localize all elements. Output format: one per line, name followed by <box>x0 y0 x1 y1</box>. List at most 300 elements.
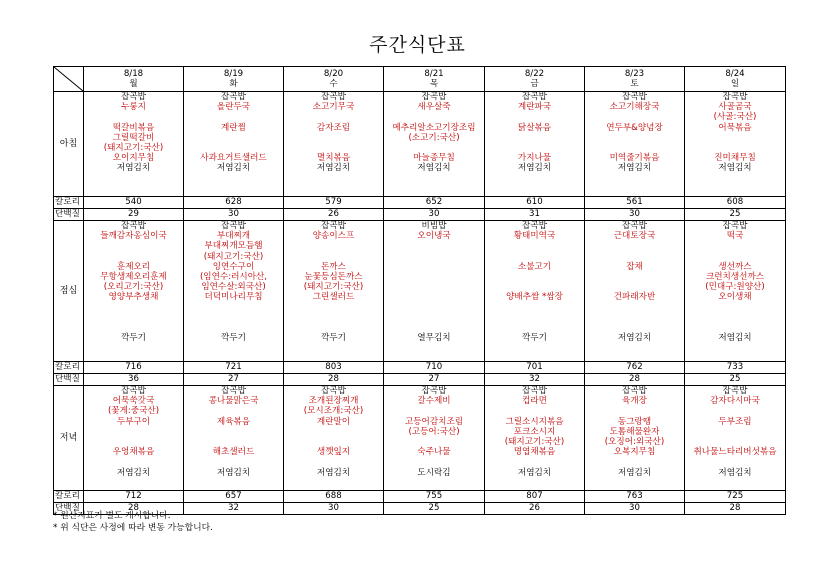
protein-value: 27 <box>384 374 485 386</box>
protein-value: 25 <box>384 503 485 515</box>
menu-item: 잡곡밥 <box>722 386 748 396</box>
menu-item: 저염김치 <box>216 163 251 174</box>
menu-item: 잡곡밥 <box>121 92 146 102</box>
menu-item <box>485 303 584 313</box>
menu-item: 저염김치 <box>718 333 752 344</box>
meal-label: 아침 <box>54 92 84 197</box>
menu-item: 들깨감자옹심이국 <box>100 231 167 242</box>
calories-value: 610 <box>485 197 585 209</box>
meal-label: 저녁 <box>54 386 84 491</box>
menu-item <box>284 143 383 153</box>
menu-cell <box>585 221 685 362</box>
menu-cell <box>685 221 786 362</box>
menu-cell <box>485 386 585 491</box>
menu-item: 저염김치 <box>718 163 752 174</box>
menu-item: (모시조개:국산) <box>303 406 364 417</box>
menu-item: 감자다시마국 <box>710 396 760 407</box>
calories-value: 721 <box>184 362 284 374</box>
menu-item <box>84 437 183 447</box>
menu-item <box>485 272 584 282</box>
menu-item: 잡곡밥 <box>622 221 647 231</box>
menu-cell <box>685 92 786 197</box>
menu-cell <box>585 386 685 491</box>
protein-value: 26 <box>284 209 384 221</box>
menu-item: (임연수:러시아산, <box>199 271 268 282</box>
menu-cell <box>585 92 685 197</box>
menu-item <box>485 252 584 262</box>
day-header <box>384 67 485 92</box>
protein-value: 31 <box>485 209 585 221</box>
menu-item: (돼지고기:국산) <box>103 142 164 153</box>
menu-item: 계란찜 <box>221 122 246 133</box>
menu-item: 열무김치 <box>417 333 451 344</box>
menu-item <box>84 313 183 323</box>
menu-item <box>284 133 383 143</box>
menu-item <box>184 457 283 467</box>
menu-item: (돼지고기:국산) <box>303 282 364 293</box>
menu-cell <box>184 92 284 197</box>
menu-item: 고등어감치조림 <box>404 416 464 427</box>
menu-item: 생선까스 <box>718 261 752 272</box>
menu-item: 메추리알소고기장조림 <box>392 122 476 133</box>
menu-item: 무항생제오리훈제 <box>100 271 167 282</box>
protein-label: 단백질 <box>54 374 84 386</box>
menu-item: 저염김치 <box>316 163 351 174</box>
menu-item: 훈제오리 <box>116 261 151 272</box>
menu-item: (민대구:원양산) <box>705 282 765 293</box>
menu-item: 두부조림 <box>718 416 752 427</box>
menu-item: 오이지무침 <box>112 153 155 164</box>
protein-value: 27 <box>184 374 284 386</box>
menu-item: 잡곡밥 <box>722 221 748 231</box>
menu-item: 저염김치 <box>617 163 652 174</box>
menu-item: 어묵볶음 <box>718 122 752 133</box>
calories-label: 칼로리 <box>54 197 84 209</box>
menu-item: 잡곡밥 <box>622 92 647 102</box>
calories-value: 561 <box>585 197 685 209</box>
menu-item: 부대찌개모듬햄 <box>204 241 263 252</box>
protein-value: 29 <box>84 209 184 221</box>
menu-item: 진미채무침 <box>714 153 756 164</box>
protein-value: 32 <box>184 503 284 515</box>
menu-item: 생깻잎지 <box>316 447 351 458</box>
protein-value: 36 <box>84 374 184 386</box>
menu-item: 양송이스프 <box>312 231 355 242</box>
menu-item: 저염김치 <box>517 467 552 478</box>
menu-cell <box>384 386 485 491</box>
day-of-week: 일 <box>730 79 740 89</box>
calories-value: 540 <box>84 197 184 209</box>
menu-item: 저염김치 <box>617 333 652 344</box>
breakfast-calories-row <box>54 197 786 209</box>
menu-item: 누룽지 <box>121 102 146 113</box>
menu-item: 잡채 <box>626 261 643 272</box>
menu-item <box>585 282 684 292</box>
menu-item <box>384 457 484 467</box>
menu-item <box>485 406 584 416</box>
menu-item <box>184 112 283 122</box>
menu-item: 양배추쌈 *쌈장 <box>506 292 563 303</box>
menu-item: 잡곡밥 <box>421 386 447 396</box>
menu-item: 영양부추생채 <box>108 292 159 303</box>
menu-item: 잡곡밥 <box>722 92 748 102</box>
calories-value: 755 <box>384 491 485 503</box>
menu-item <box>84 112 183 122</box>
menu-item <box>184 303 283 313</box>
menu-item: 오복지무침 <box>613 447 656 458</box>
day-date: 8/20 <box>323 68 344 79</box>
lunch-row <box>54 221 786 362</box>
menu-item <box>685 437 785 447</box>
protein-value: 28 <box>685 503 786 515</box>
menu-item: 건파래자반 <box>613 292 656 303</box>
calories-value: 701 <box>485 362 585 374</box>
menu-item <box>585 313 684 323</box>
calories-value: 608 <box>685 197 786 209</box>
menu-item <box>585 323 684 333</box>
breakfast-protein-row <box>54 209 786 221</box>
day-of-week: 금 <box>530 79 539 89</box>
weekly-menu-table <box>53 66 786 515</box>
menu-item: 잡곡밥 <box>522 221 547 231</box>
menu-cell <box>485 221 585 362</box>
menu-item <box>284 313 383 323</box>
menu-cell <box>384 92 485 197</box>
menu-cell <box>685 386 786 491</box>
menu-item <box>685 303 785 313</box>
calories-value: 803 <box>284 362 384 374</box>
menu-item: 사골곰국 <box>718 102 752 113</box>
menu-item: 잡곡밥 <box>522 386 547 396</box>
menu-item: 잡곡밥 <box>121 386 146 396</box>
menu-item <box>585 252 684 262</box>
menu-item: 저염김치 <box>216 467 251 478</box>
menu-item <box>685 313 785 323</box>
menu-item: 오이냉국 <box>417 231 451 242</box>
day-header <box>284 67 384 92</box>
menu-item <box>485 457 584 467</box>
menu-item: 눈꽃등심돈까스 <box>304 271 363 282</box>
menu-cell <box>284 92 384 197</box>
menu-item <box>485 143 584 153</box>
menu-item: 잡곡밥 <box>321 386 346 396</box>
menu-cell <box>84 92 184 197</box>
menu-item: 부대찌개 <box>216 231 251 242</box>
calories-label: 칼로리 <box>54 491 84 503</box>
page-title: 주간식단표 <box>369 34 466 56</box>
menu-item <box>585 406 684 416</box>
calories-value: 657 <box>184 491 284 503</box>
menu-item: 새우살죽 <box>417 102 451 113</box>
menu-item <box>384 303 484 313</box>
protein-value: 30 <box>184 209 284 221</box>
menu-item <box>585 133 684 143</box>
menu-item: 잡곡밥 <box>321 92 346 102</box>
day-of-week: 목 <box>429 79 439 89</box>
protein-label: 단백질 <box>54 209 84 221</box>
menu-item <box>284 323 383 333</box>
day-header <box>585 67 685 92</box>
menu-item <box>84 252 183 262</box>
menu-item <box>84 303 183 313</box>
menu-item: 포크소시지 <box>513 426 556 437</box>
menu-item <box>84 427 183 437</box>
day-date: 8/22 <box>524 68 545 79</box>
menu-item <box>84 323 183 333</box>
menu-item: 저염김치 <box>617 467 652 478</box>
header-row <box>54 67 786 92</box>
menu-item: 잡곡밥 <box>522 92 547 102</box>
menu-item <box>84 457 183 467</box>
menu-item: 떡국 <box>726 231 744 242</box>
menu-item <box>284 112 383 122</box>
menu-item <box>384 272 484 282</box>
protein-value: 25 <box>685 374 786 386</box>
menu-item: 저염김치 <box>517 163 552 174</box>
menu-item <box>485 323 584 333</box>
menu-item: 가지나물 <box>517 153 552 164</box>
calories-value: 807 <box>485 491 585 503</box>
menu-item: 컵라면 <box>522 396 547 407</box>
menu-cell <box>384 221 485 362</box>
menu-item: 조개된장찌개 <box>308 396 359 407</box>
footnote: * 위 식단은 사정에 따라 변동 가능합니다. <box>53 523 213 533</box>
menu-item <box>384 282 484 292</box>
menu-item <box>685 133 785 143</box>
menu-item: 육개장 <box>622 396 647 407</box>
menu-item: 오이생채 <box>718 292 752 303</box>
menu-item <box>685 252 785 262</box>
menu-item <box>384 323 484 333</box>
calories-value: 733 <box>685 362 786 374</box>
menu-item: 숙주나물 <box>417 447 451 458</box>
menu-item <box>585 241 684 251</box>
menu-item <box>685 241 785 251</box>
menu-item <box>284 252 383 262</box>
menu-item: 떡갈비볶음 <box>112 122 155 133</box>
menu-item <box>384 143 484 153</box>
menu-item <box>485 112 584 122</box>
menu-item <box>384 437 484 447</box>
menu-cell <box>184 386 284 491</box>
menu-item: 저염김치 <box>116 467 151 478</box>
menu-item <box>184 313 283 323</box>
menu-item: 명엽채볶음 <box>513 447 556 458</box>
menu-item <box>184 427 283 437</box>
footnotes <box>53 510 213 534</box>
calories-value: 725 <box>685 491 786 503</box>
menu-item: 잡곡밥 <box>321 221 346 231</box>
menu-item: (오징어:외국산) <box>604 436 665 447</box>
menu-item: 계란파국 <box>517 102 552 113</box>
day-date: 8/24 <box>725 68 745 79</box>
menu-item <box>685 323 785 333</box>
menu-item: 깍두기 <box>321 333 346 344</box>
calories-value: 628 <box>184 197 284 209</box>
menu-item <box>184 437 283 447</box>
day-header <box>485 67 585 92</box>
menu-item <box>685 143 785 153</box>
calories-value: 716 <box>84 362 184 374</box>
menu-cell <box>84 386 184 491</box>
calories-value: 688 <box>284 491 384 503</box>
menu-item: 해초샐러드 <box>212 447 255 458</box>
menu-item: 우엉채볶음 <box>112 447 155 458</box>
menu-item <box>585 457 684 467</box>
menu-item <box>485 133 584 143</box>
menu-item <box>685 427 785 437</box>
menu-item <box>585 112 684 122</box>
menu-item: 멸치볶음 <box>316 153 351 164</box>
calories-value: 652 <box>384 197 485 209</box>
calories-value: 712 <box>84 491 184 503</box>
menu-item: 저염김치 <box>316 467 351 478</box>
menu-item: 잡곡밥 <box>221 386 246 396</box>
menu-item <box>184 143 283 153</box>
menu-item: 크런치생선까스 <box>705 271 765 282</box>
menu-item: 연두부&양념장 <box>606 122 663 133</box>
menu-item <box>84 241 183 251</box>
calories-value: 763 <box>585 491 685 503</box>
day-of-week: 월 <box>129 79 138 89</box>
menu-item: 올란두국 <box>216 102 251 113</box>
menu-item <box>184 406 283 416</box>
day-date: 8/21 <box>424 68 444 79</box>
menu-item <box>384 241 484 251</box>
menu-item: (돼지고기:국산) <box>203 251 264 262</box>
menu-item <box>284 427 383 437</box>
menu-item: 어묵쑥갓국 <box>112 396 155 407</box>
protein-value: 30 <box>585 503 685 515</box>
menu-item: 저염김치 <box>417 163 451 174</box>
menu-item: 임연수살:외국산) <box>201 282 266 293</box>
menu-item: (오리고기:국산) <box>103 282 164 293</box>
menu-item: 마늘종무침 <box>413 153 455 164</box>
day-header <box>685 67 786 92</box>
menu-item: 도톰해물완자 <box>609 426 660 437</box>
menu-item: 잡곡밥 <box>622 386 647 396</box>
menu-item <box>384 406 484 416</box>
protein-value: 30 <box>384 209 485 221</box>
menu-cell <box>284 221 384 362</box>
menu-item: 저염김치 <box>718 467 752 478</box>
menu-item: 계란말이 <box>316 416 351 427</box>
lunch-calories-row <box>54 362 786 374</box>
menu-item <box>585 303 684 313</box>
day-date: 8/19 <box>223 68 244 79</box>
menu-item <box>485 313 584 323</box>
menu-item <box>184 133 283 143</box>
calories-value: 579 <box>284 197 384 209</box>
protein-value: 28 <box>585 374 685 386</box>
menu-item: 두부구이 <box>116 416 151 427</box>
menu-item <box>384 262 484 272</box>
menu-item: 도시락김 <box>417 467 451 478</box>
menu-cell <box>485 92 585 197</box>
menu-item: 근대토장국 <box>613 231 656 242</box>
menu-item: 감자조림 <box>316 122 351 133</box>
menu-item: 깍두기 <box>121 333 146 344</box>
menu-item: (돼지고기:국산) <box>504 436 565 447</box>
day-of-week: 수 <box>329 79 338 89</box>
protein-value: 26 <box>485 503 585 515</box>
menu-item: 그릴소시지볶음 <box>505 416 564 427</box>
menu-item <box>685 406 785 416</box>
menu-item <box>284 457 383 467</box>
menu-item <box>384 313 484 323</box>
menu-item: 취나물느타리버섯볶음 <box>693 447 777 458</box>
footnote: * 원산지표기 별도 게시합니다. <box>53 511 171 521</box>
day-of-week: 토 <box>630 79 639 89</box>
menu-item: (사골:국산) <box>713 112 757 123</box>
day-date: 8/18 <box>123 68 144 79</box>
day-date: 8/23 <box>624 68 645 79</box>
menu-item: 소고기무국 <box>312 102 355 113</box>
menu-item: 제육볶음 <box>216 416 251 427</box>
menu-item <box>284 303 383 313</box>
breakfast-row <box>54 92 786 197</box>
protein-value: 30 <box>585 209 685 221</box>
menu-cell <box>84 221 184 362</box>
menu-item <box>384 112 484 122</box>
menu-item: 그린샐러드 <box>312 292 355 303</box>
menu-item: 사과요거트샐러드 <box>200 153 267 164</box>
day-header <box>84 67 184 92</box>
menu-item: 콩나물맑은국 <box>208 396 259 407</box>
menu-item <box>184 323 283 333</box>
lunch-protein-row <box>54 374 786 386</box>
menu-item <box>384 292 484 302</box>
protein-value: 30 <box>284 503 384 515</box>
protein-value: 25 <box>685 209 786 221</box>
menu-item: 깍두기 <box>221 333 246 344</box>
dinner-calories-row <box>54 491 786 503</box>
menu-item: 갈수제비 <box>417 396 451 407</box>
protein-label: 단백질 <box>54 503 84 515</box>
protein-value: 32 <box>485 374 585 386</box>
menu-item: 잡곡밥 <box>421 92 447 102</box>
menu-item: 동그랑땡 <box>617 416 652 427</box>
calories-value: 710 <box>384 362 485 374</box>
menu-item: 그릴떡갈비 <box>112 132 155 143</box>
day-of-week: 화 <box>229 79 238 89</box>
menu-item: 소불고기 <box>517 261 552 272</box>
menu-item <box>384 252 484 262</box>
menu-item: 소고기해장국 <box>609 102 660 113</box>
menu-item: 저염김치 <box>116 163 151 174</box>
menu-item: 돈까스 <box>321 261 346 272</box>
calories-label: 칼로리 <box>54 362 84 374</box>
menu-item: (고등어:국산) <box>408 426 460 437</box>
menu-item: (꽃게:중국산) <box>107 406 160 417</box>
meal-label: 점심 <box>54 221 84 362</box>
menu-item <box>284 241 383 251</box>
day-header <box>184 67 284 92</box>
menu-item: 깍두기 <box>522 333 547 344</box>
menu-item: 잡곡밥 <box>221 221 246 231</box>
menu-item: 잡곡밥 <box>221 92 246 102</box>
menu-cell <box>184 221 284 362</box>
menu-item: 잡곡밥 <box>121 221 146 231</box>
protein-value: 28 <box>84 503 184 515</box>
menu-item <box>685 457 785 467</box>
menu-item: 닭살볶음 <box>517 122 552 133</box>
protein-value: 28 <box>284 374 384 386</box>
menu-item: 잉연수구이 <box>212 261 255 272</box>
corner-cell <box>54 67 84 92</box>
menu-item <box>284 437 383 447</box>
menu-item: 비빔밥 <box>421 221 447 231</box>
